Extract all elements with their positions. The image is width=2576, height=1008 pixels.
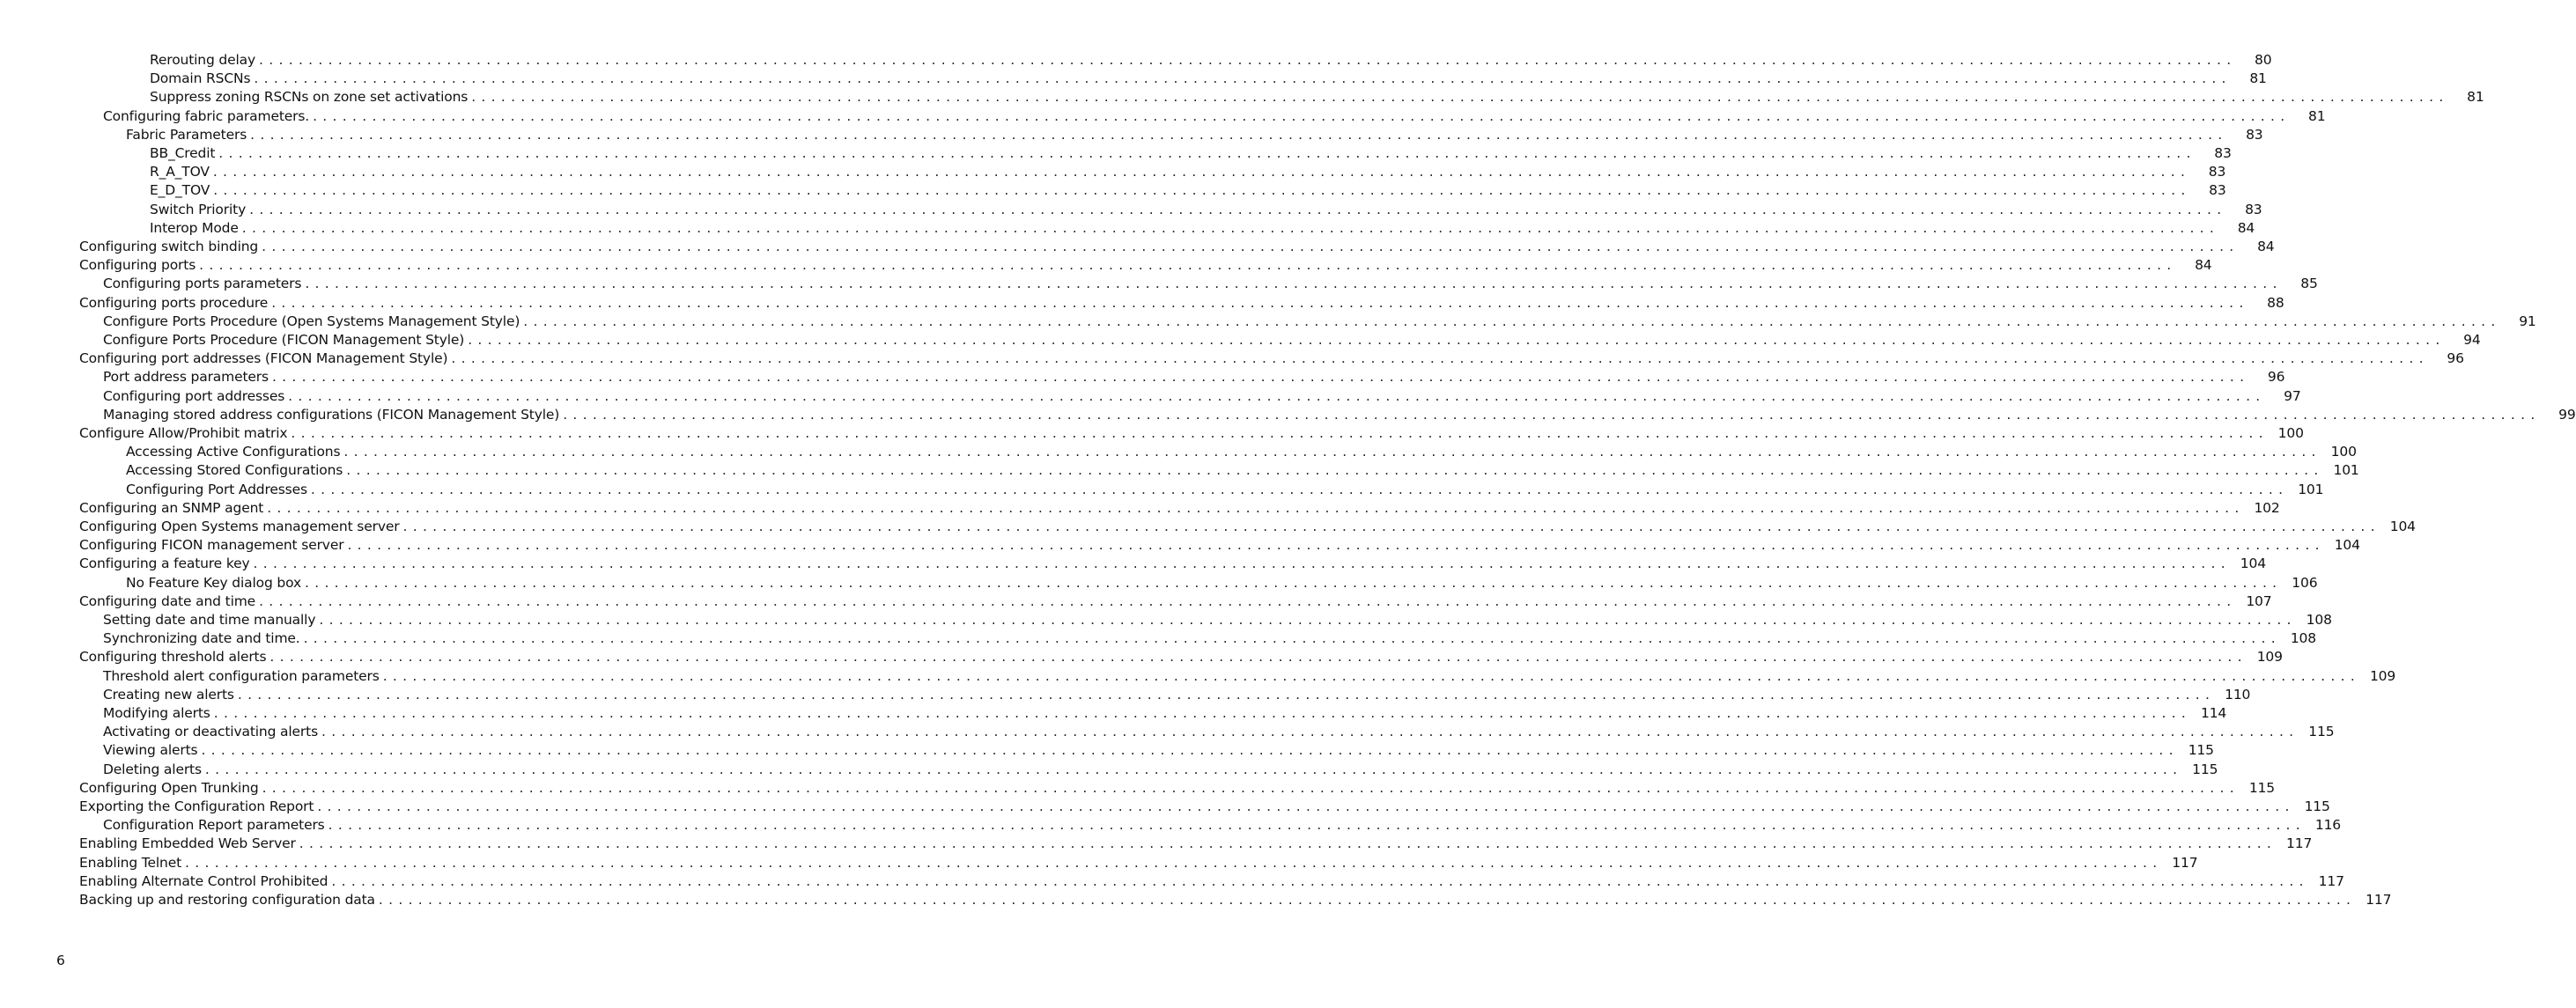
dot-leader: ........................................................................................................................................................................................................ [291, 424, 2269, 441]
toc-entry-title: E_D_TOV [150, 182, 210, 199]
toc-entry-page: 88 [2267, 294, 2284, 311]
dot-leader: ........................................................................................................................................................................................................ [451, 350, 2429, 367]
toc-entry-title: Configuring ports parameters [103, 276, 302, 292]
toc-entry[interactable] [103, 667, 2396, 686]
toc-entry-title: Configuring date and time [79, 592, 256, 609]
toc-entry[interactable] [126, 443, 2357, 461]
toc-entry-page: 110 [2225, 686, 2251, 703]
toc-entry[interactable] [79, 872, 2344, 891]
toc-entry-page: 83 [2245, 201, 2262, 217]
toc-entry[interactable] [150, 219, 2255, 238]
toc-entry-page: 83 [2209, 182, 2226, 199]
toc-entry[interactable] [79, 256, 2212, 275]
toc-entry-page: 104 [2389, 518, 2416, 534]
toc-entry[interactable] [79, 555, 2266, 573]
dot-leader: ........................................................................................................................................................................................................ [271, 369, 2250, 386]
dot-leader: ........................................................................................................................................................................................................ [347, 537, 2325, 554]
dot-leader: ........................................................................................................................................................................................................ [201, 742, 2179, 759]
toc-entry-page: 108 [2306, 611, 2332, 628]
toc-entry-page: 115 [2188, 742, 2214, 759]
toc-entry[interactable] [79, 499, 2280, 518]
dot-leader: ........................................................................................................................................................................................................ [237, 686, 2216, 703]
toc-entry[interactable] [103, 368, 2285, 386]
toc-entry-title: No Feature Key dialog box [126, 574, 301, 591]
toc-entry[interactable] [79, 648, 2283, 666]
dot-leader: ........................................................................................................................................................................................................ [213, 704, 2192, 721]
toc-entry-title: Accessing Stored Configurations [126, 462, 343, 479]
dot-leader: ........................................................................................................................................................................................................ [402, 518, 2380, 534]
toc-entry-title: Configuring threshold alerts [79, 649, 267, 666]
toc-entry-title: Switch Priority [150, 201, 247, 217]
toc-entry[interactable] [126, 126, 2263, 144]
toc-entry-title: Enabling Telnet [79, 854, 182, 871]
toc-entry[interactable] [103, 313, 2536, 331]
dot-leader: ........................................................................................................................................................................................................ [262, 238, 2240, 254]
dot-leader: ........................................................................................................................................................................................................ [321, 724, 2299, 740]
toc-entry-page: 117 [2366, 891, 2392, 908]
toc-entry-title: Accessing Active Configurations [126, 444, 341, 460]
toc-entry-title: Configuring FICON management server [79, 537, 344, 554]
toc-entry-title: Configure Ports Procedure (Open Systems Management Style) [103, 313, 520, 329]
toc-entry-title: Configuring Port Addresses [126, 481, 307, 497]
dot-leader: ........................................................................................................................................................................................................ [382, 667, 2361, 684]
dot-leader: ........................................................................................................................................................................................................ [378, 891, 2357, 908]
toc-entry[interactable] [103, 387, 2301, 406]
toc-entry-page: 107 [2246, 592, 2272, 609]
toc-entry-title: Fabric Parameters [126, 126, 247, 143]
dot-leader: ........................................................................................................................................................................................................ [185, 854, 2163, 871]
toc-entry-title: Port address parameters [103, 369, 269, 386]
toc-entry-page: 102 [2254, 499, 2280, 516]
toc-entry-title: Viewing alerts [103, 742, 198, 759]
toc-entry-page: 101 [2333, 462, 2359, 479]
dot-leader: ........................................................................................................................................................................................................ [249, 201, 2227, 217]
toc-entry-title: Suppress zoning RSCNs on zone set activations [150, 89, 469, 106]
dot-leader: ........................................................................................................................................................................................................ [259, 51, 2237, 68]
toc-entry[interactable] [103, 741, 2214, 760]
toc-entry-title: Configuring port addresses [103, 387, 285, 404]
dot-leader: ........................................................................................................................................................................................................ [319, 611, 2297, 628]
toc-entry-page: 91 [2519, 313, 2536, 329]
toc-entry[interactable] [79, 294, 2284, 313]
dot-leader: ........................................................................................................................................................................................................ [213, 182, 2191, 199]
toc-entry-title: Managing stored address configurations (FICON Management Style) [103, 406, 560, 423]
toc-entry-page: 115 [2308, 724, 2335, 740]
toc-entry-page: 97 [2284, 387, 2301, 404]
toc-entry-title: Configure Ports Procedure (FICON Management Style) [103, 331, 465, 348]
toc-entry[interactable] [103, 629, 2316, 648]
toc-entry-page: 109 [2369, 667, 2396, 684]
dot-leader: ........................................................................................................................................................................................................ [204, 761, 2183, 777]
toc-entry-page: 101 [2298, 481, 2324, 497]
toc-entry[interactable] [150, 51, 2272, 70]
toc-entry[interactable] [150, 201, 2262, 219]
toc-entry-page: 96 [2267, 369, 2285, 386]
toc-entry-page: 99 [2558, 406, 2576, 423]
toc-entry[interactable] [150, 163, 2226, 181]
toc-entry-page: 81 [2308, 107, 2326, 124]
toc-entry-page: 100 [2330, 444, 2357, 460]
toc-entry-title: Configuring an SNMP agent [79, 499, 264, 516]
toc-entry[interactable] [103, 704, 2227, 723]
dot-leader: ........................................................................................................................................................................................................ [305, 574, 2283, 591]
toc-entry[interactable] [150, 144, 2232, 163]
toc-entry-title: Rerouting delay [150, 51, 256, 68]
dot-leader: ........................................................................................................................................................................................................ [262, 779, 2240, 796]
dot-leader: ........................................................................................................................................................................................................ [317, 798, 2295, 814]
toc-entry[interactable] [103, 107, 2326, 126]
dot-leader: ........................................................................................................................................................................................................ [271, 294, 2249, 311]
toc-entry[interactable] [103, 816, 2342, 835]
toc-entry-title: BB_Credit [150, 144, 216, 161]
toc-entry[interactable] [79, 349, 2464, 368]
toc-entry-title: Exporting the Configuration Report [79, 798, 314, 814]
toc-entry[interactable] [79, 518, 2416, 536]
toc-entry[interactable] [79, 779, 2275, 798]
toc-entry[interactable] [150, 88, 2484, 107]
toc-entry-title: Setting date and time manually [103, 611, 316, 628]
dot-leader: ........................................................................................................................................................................................................ [523, 313, 2501, 329]
toc-entry[interactable] [103, 686, 2251, 704]
toc-entry-page: 81 [2467, 89, 2484, 106]
dot-leader: ........................................................................................................................................................................................................ [303, 630, 2281, 647]
toc-entry[interactable] [79, 835, 2313, 853]
toc-entry-title: R_A_TOV [150, 164, 210, 180]
toc-entry-title: Enabling Alternate Control Prohibited [79, 872, 328, 889]
toc-entry-title: Deleting alerts [103, 761, 202, 777]
dot-leader: ........................................................................................................................................................................................................ [331, 872, 2309, 889]
toc-entry-page: 115 [2248, 779, 2275, 796]
dot-leader: ........................................................................................................................................................................................................ [346, 462, 2324, 479]
toc-entry-page: 117 [2172, 854, 2198, 871]
toc-entry-page: 104 [2334, 537, 2360, 554]
toc-entry-page: 81 [2249, 70, 2267, 87]
toc-entry[interactable] [103, 331, 2481, 349]
toc-entry-page: 108 [2290, 630, 2316, 647]
dot-leader: ........................................................................................................................................................................................................ [343, 444, 2321, 460]
toc-entry-title: Enabling Embedded Web Server [79, 835, 296, 852]
toc-entry[interactable] [103, 761, 2218, 779]
toc-entry-title: Domain RSCNs [150, 70, 251, 87]
dot-leader: ........................................................................................................................................................................................................ [471, 89, 2449, 106]
toc-entry-page: 84 [2257, 238, 2275, 254]
dot-leader: ........................................................................................................................................................................................................ [199, 257, 2177, 274]
dot-leader: ........................................................................................................................................................................................................ [313, 107, 2291, 124]
toc-entry-page: 94 [2463, 331, 2481, 348]
page-number: 6 [56, 953, 65, 968]
toc-entry[interactable] [126, 461, 2359, 480]
dot-leader: ........................................................................................................................................................................................................ [259, 592, 2237, 609]
toc-entry-title: Configuring Open Systems management server [79, 518, 400, 534]
toc-entry-title: Configuration Report parameters [103, 817, 325, 834]
toc-entry[interactable] [103, 723, 2335, 741]
toc-entry-page: 83 [2214, 144, 2232, 161]
toc-entry-page: 109 [2256, 649, 2283, 666]
dot-leader: ........................................................................................................................................................................................................ [250, 126, 2228, 143]
toc-entry[interactable] [126, 481, 2324, 499]
toc-entry[interactable] [79, 536, 2360, 555]
toc-entry-page: 80 [2255, 51, 2272, 68]
toc-entry-page: 100 [2277, 424, 2304, 441]
dot-leader: ........................................................................................................................................................................................................ [299, 835, 2277, 852]
toc-entry-title: Configuring port addresses (FICON Management Style) [79, 350, 448, 367]
toc-entry[interactable] [79, 854, 2198, 872]
toc-entry-page: 114 [2201, 704, 2227, 721]
toc-entry-page: 96 [2447, 350, 2464, 367]
toc-entry-title: Configuring ports [79, 257, 196, 274]
dot-leader: ........................................................................................................................................................................................................ [241, 219, 2220, 236]
toc-entry-page: 115 [2192, 761, 2218, 777]
dot-leader: ........................................................................................................................................................................................................ [218, 144, 2196, 161]
toc-entry[interactable] [103, 406, 2576, 424]
toc-entry-title: Configuring switch binding [79, 238, 259, 254]
dot-leader: ........................................................................................................................................................................................................ [305, 276, 2283, 292]
dot-leader: ........................................................................................................................................................................................................ [563, 406, 2541, 423]
toc-entry-page: 83 [2208, 164, 2226, 180]
toc-entry[interactable] [79, 238, 2275, 256]
toc-entry-title: Configure Allow/Prohibit matrix [79, 424, 288, 441]
toc-entry-title: Modifying alerts [103, 704, 210, 721]
toc-entry-page: 116 [2314, 817, 2342, 834]
toc-entry[interactable] [79, 891, 2392, 909]
dot-leader: ........................................................................................................................................................................................................ [310, 481, 2289, 497]
toc-entry-page: 106 [2292, 574, 2318, 591]
dot-leader: ........................................................................................................................................................................................................ [253, 556, 2231, 572]
toc-entry-page: 85 [2300, 276, 2318, 292]
toc-entry-page: 84 [2195, 257, 2212, 274]
toc-entry-title: Activating or deactivating alerts [103, 724, 319, 740]
toc-entry[interactable] [103, 275, 2318, 293]
toc-entry-title: Configuring a feature key [79, 556, 250, 572]
toc-entry-page: 117 [2318, 872, 2344, 889]
dot-leader: ........................................................................................................................................................................................................ [212, 164, 2191, 180]
toc-entry-title: Creating new alerts [103, 686, 234, 703]
toc-entry-title: Configuring Open Trunking [79, 779, 259, 796]
toc-entry-title: Configuring ports procedure [79, 294, 269, 311]
toc-entry-title: Synchronizing date and time. [103, 630, 300, 647]
toc-entry-title: Configuring fabric parameters. [103, 107, 310, 124]
toc-entry-page: 84 [2237, 219, 2255, 236]
dot-leader: ........................................................................................................................................................................................................ [468, 331, 2446, 348]
toc-entry-page: 83 [2246, 126, 2263, 143]
toc-entry[interactable] [79, 424, 2304, 443]
toc-entry-page: 117 [2286, 835, 2313, 852]
dot-leader: ........................................................................................................................................................................................................ [267, 499, 2245, 516]
dot-leader: ........................................................................................................................................................................................................ [254, 70, 2232, 87]
toc-entry[interactable] [79, 592, 2272, 611]
toc-entry[interactable] [79, 798, 2330, 816]
dot-leader: ........................................................................................................................................................................................................ [328, 817, 2307, 834]
dot-leader: ........................................................................................................................................................................................................ [288, 387, 2266, 404]
toc-entry-title: Backing up and restoring configuration data [79, 891, 375, 908]
toc-entry-title: Threshold alert configuration parameters [103, 667, 380, 684]
dot-leader: ........................................................................................................................................................................................................ [269, 649, 2248, 666]
toc-entry[interactable] [150, 181, 2226, 200]
toc-entry-page: 104 [2240, 556, 2266, 572]
toc-entry-title: Interop Mode [150, 219, 239, 236]
toc-entry[interactable] [103, 611, 2332, 629]
toc-entry-page: 115 [2304, 798, 2330, 814]
toc-entry[interactable] [150, 70, 2267, 88]
toc-entry[interactable] [126, 574, 2318, 592]
